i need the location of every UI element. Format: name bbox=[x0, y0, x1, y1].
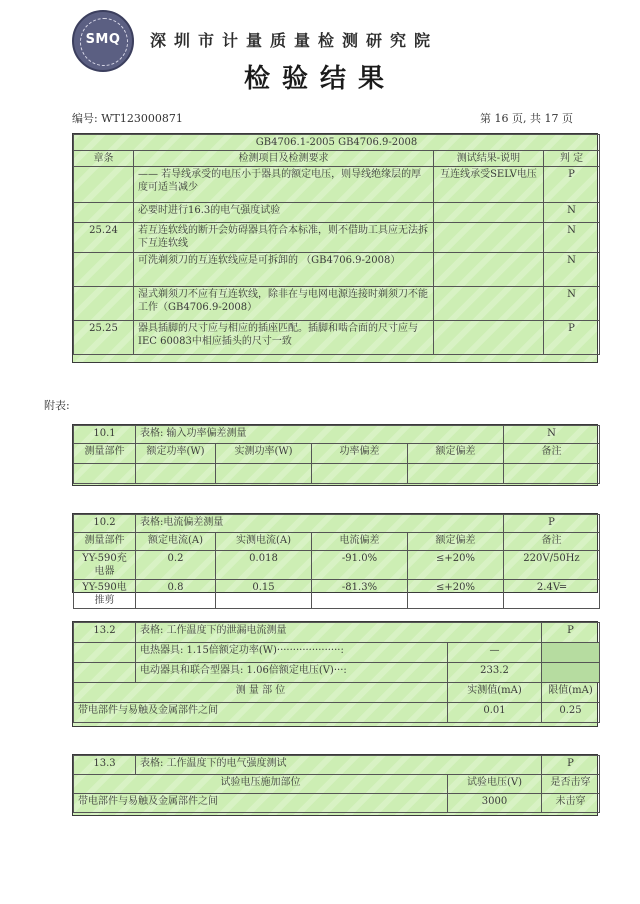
page-indicator: 第 16 页, 共 17 页 bbox=[480, 112, 573, 125]
page-title: 检验结果 bbox=[243, 64, 396, 94]
motor-test-label: 电动器具和联合型器具: 1.06倍额定电压(V)···: bbox=[136, 663, 448, 683]
result-text bbox=[434, 203, 544, 223]
verdict: N bbox=[504, 426, 600, 444]
table-10-1 bbox=[73, 425, 600, 484]
table-13-2 bbox=[73, 622, 600, 723]
result-text bbox=[434, 287, 544, 321]
col-measure-part: 测 量 部 位 bbox=[74, 683, 448, 703]
heater-test-label: 电热器具: 1.15倍额定功率(W)····················: bbox=[136, 643, 448, 663]
col-breakdown: 是否击穿 bbox=[542, 775, 600, 794]
table-10-2 bbox=[73, 514, 600, 609]
table-row: 带电部件与易触及金属部件之间 0.01 0.25 bbox=[74, 703, 600, 723]
result-text: 互连线承受SELV电压 bbox=[434, 167, 544, 203]
logo-text: SMQ bbox=[85, 32, 121, 47]
table-title: 表格:电流偏差测量 bbox=[136, 515, 504, 533]
table-title: 表格: 工作温度下的泄漏电流测量 bbox=[136, 623, 542, 643]
result-text bbox=[434, 223, 544, 253]
col-measured-power: 实测功率(W) bbox=[216, 444, 312, 464]
col-test-voltage: 试验电压(V) bbox=[448, 775, 542, 794]
col-remark: 备注 bbox=[504, 533, 600, 551]
requirement-text: —— 若导线承受的电压小于器具的额定电压，则导线绝缘层的厚度可适当减少 bbox=[134, 167, 434, 203]
result-text bbox=[434, 253, 544, 287]
verdict: P bbox=[504, 515, 600, 533]
col-power-deviation: 功率偏差 bbox=[312, 444, 408, 464]
requirement-text: 湿式剃须刀不应有互连软线，除非在与电网电源连接时剃须刀不能工作（GB4706.9-2008） bbox=[134, 287, 434, 321]
col-rated-current: 额定电流(A) bbox=[136, 533, 216, 551]
verdict: P bbox=[542, 623, 600, 643]
table-13-3 bbox=[73, 755, 600, 813]
table-row bbox=[74, 253, 600, 287]
standard-row: GB4706.1-2005 GB4706.9-2008 bbox=[74, 135, 600, 151]
col-measured-current: 实测电流(A) bbox=[216, 533, 312, 551]
table-row: YY-590电推剪 0.8 0.15 -81.3% ≤+20% 2.4V═ bbox=[74, 580, 600, 609]
clause-number: 13.2 bbox=[74, 623, 136, 643]
table-row bbox=[74, 167, 600, 203]
table-title: 表格: 输入功率偏差测量 bbox=[136, 426, 504, 444]
table-row bbox=[74, 287, 600, 321]
verdict: N bbox=[544, 223, 600, 253]
verdict: N bbox=[544, 253, 600, 287]
col-applied-part: 试验电压施加部位 bbox=[74, 775, 448, 794]
col-requirement: 检测项目及检测要求 bbox=[134, 151, 434, 167]
verdict: P bbox=[544, 167, 600, 203]
col-rated-power: 额定功率(W) bbox=[136, 444, 216, 464]
col-part: 测量部件 bbox=[74, 533, 136, 551]
clause-number: 25.25 bbox=[74, 321, 134, 355]
table-title: 表格: 工作温度下的电气强度测试 bbox=[136, 756, 542, 775]
requirement-text: 可洗剃须刀的互连软线应是可拆卸的 （GB4706.9-2008） bbox=[134, 253, 434, 287]
table-row: 带电部件与易触及金属部件之间 3000 未击穿 bbox=[74, 794, 600, 813]
clause-number: 25.24 bbox=[74, 223, 134, 253]
table-13-2-panel bbox=[72, 621, 598, 727]
table-row bbox=[74, 223, 600, 253]
verdict: P bbox=[542, 756, 600, 775]
col-current-deviation: 电流偏差 bbox=[312, 533, 408, 551]
col-verdict: 判 定 bbox=[544, 151, 600, 167]
clause-number: 10.2 bbox=[74, 515, 136, 533]
heater-test-value: — bbox=[448, 643, 542, 663]
table-10-1-panel bbox=[72, 424, 598, 486]
report-number: 编号: WT123000871 bbox=[72, 112, 183, 125]
clause-number: 13.3 bbox=[74, 756, 136, 775]
main-results-table bbox=[73, 134, 600, 355]
motor-test-value: 233.2 bbox=[448, 663, 542, 683]
clause-number: 10.1 bbox=[74, 426, 136, 444]
table-10-2-panel bbox=[72, 513, 598, 606]
col-rated-deviation: 额定偏差 bbox=[408, 444, 504, 464]
col-clause: 章条 bbox=[74, 151, 134, 167]
result-text bbox=[434, 321, 544, 355]
attachment-label: 附表: bbox=[44, 399, 70, 412]
col-limit-value: 限值(mA) bbox=[542, 683, 600, 703]
main-results-panel bbox=[72, 133, 598, 363]
table-13-3-panel bbox=[72, 754, 598, 816]
col-measured-value: 实测值(mA) bbox=[448, 683, 542, 703]
institute-name: 深圳市计量质量检测研究院 bbox=[150, 31, 439, 50]
verdict: N bbox=[544, 203, 600, 223]
col-result: 测试结果-说明 bbox=[434, 151, 544, 167]
table-row: YY-590充电器 0.2 0.018 -91.0% ≤+20% 220V/50Hz bbox=[74, 551, 600, 580]
col-part: 测量部件 bbox=[74, 444, 136, 464]
table-row bbox=[74, 203, 600, 223]
verdict: N bbox=[544, 287, 600, 321]
table-row bbox=[74, 321, 600, 355]
requirement-text: 若互连软线的断开会妨碍器具符合本标准，则不借助工具应无法拆下互连软线 bbox=[134, 223, 434, 253]
verdict: P bbox=[544, 321, 600, 355]
col-remark: 备注 bbox=[504, 444, 600, 464]
requirement-text: 器具插脚的尺寸应与相应的插座匹配。插脚和啮合面的尺寸应与IEC 60083中相应插头的尺寸一致 bbox=[134, 321, 434, 355]
table-row bbox=[74, 464, 600, 484]
col-rated-deviation: 额定偏差 bbox=[408, 533, 504, 551]
requirement-text: 必要时进行16.3的电气强度试验 bbox=[134, 203, 434, 223]
